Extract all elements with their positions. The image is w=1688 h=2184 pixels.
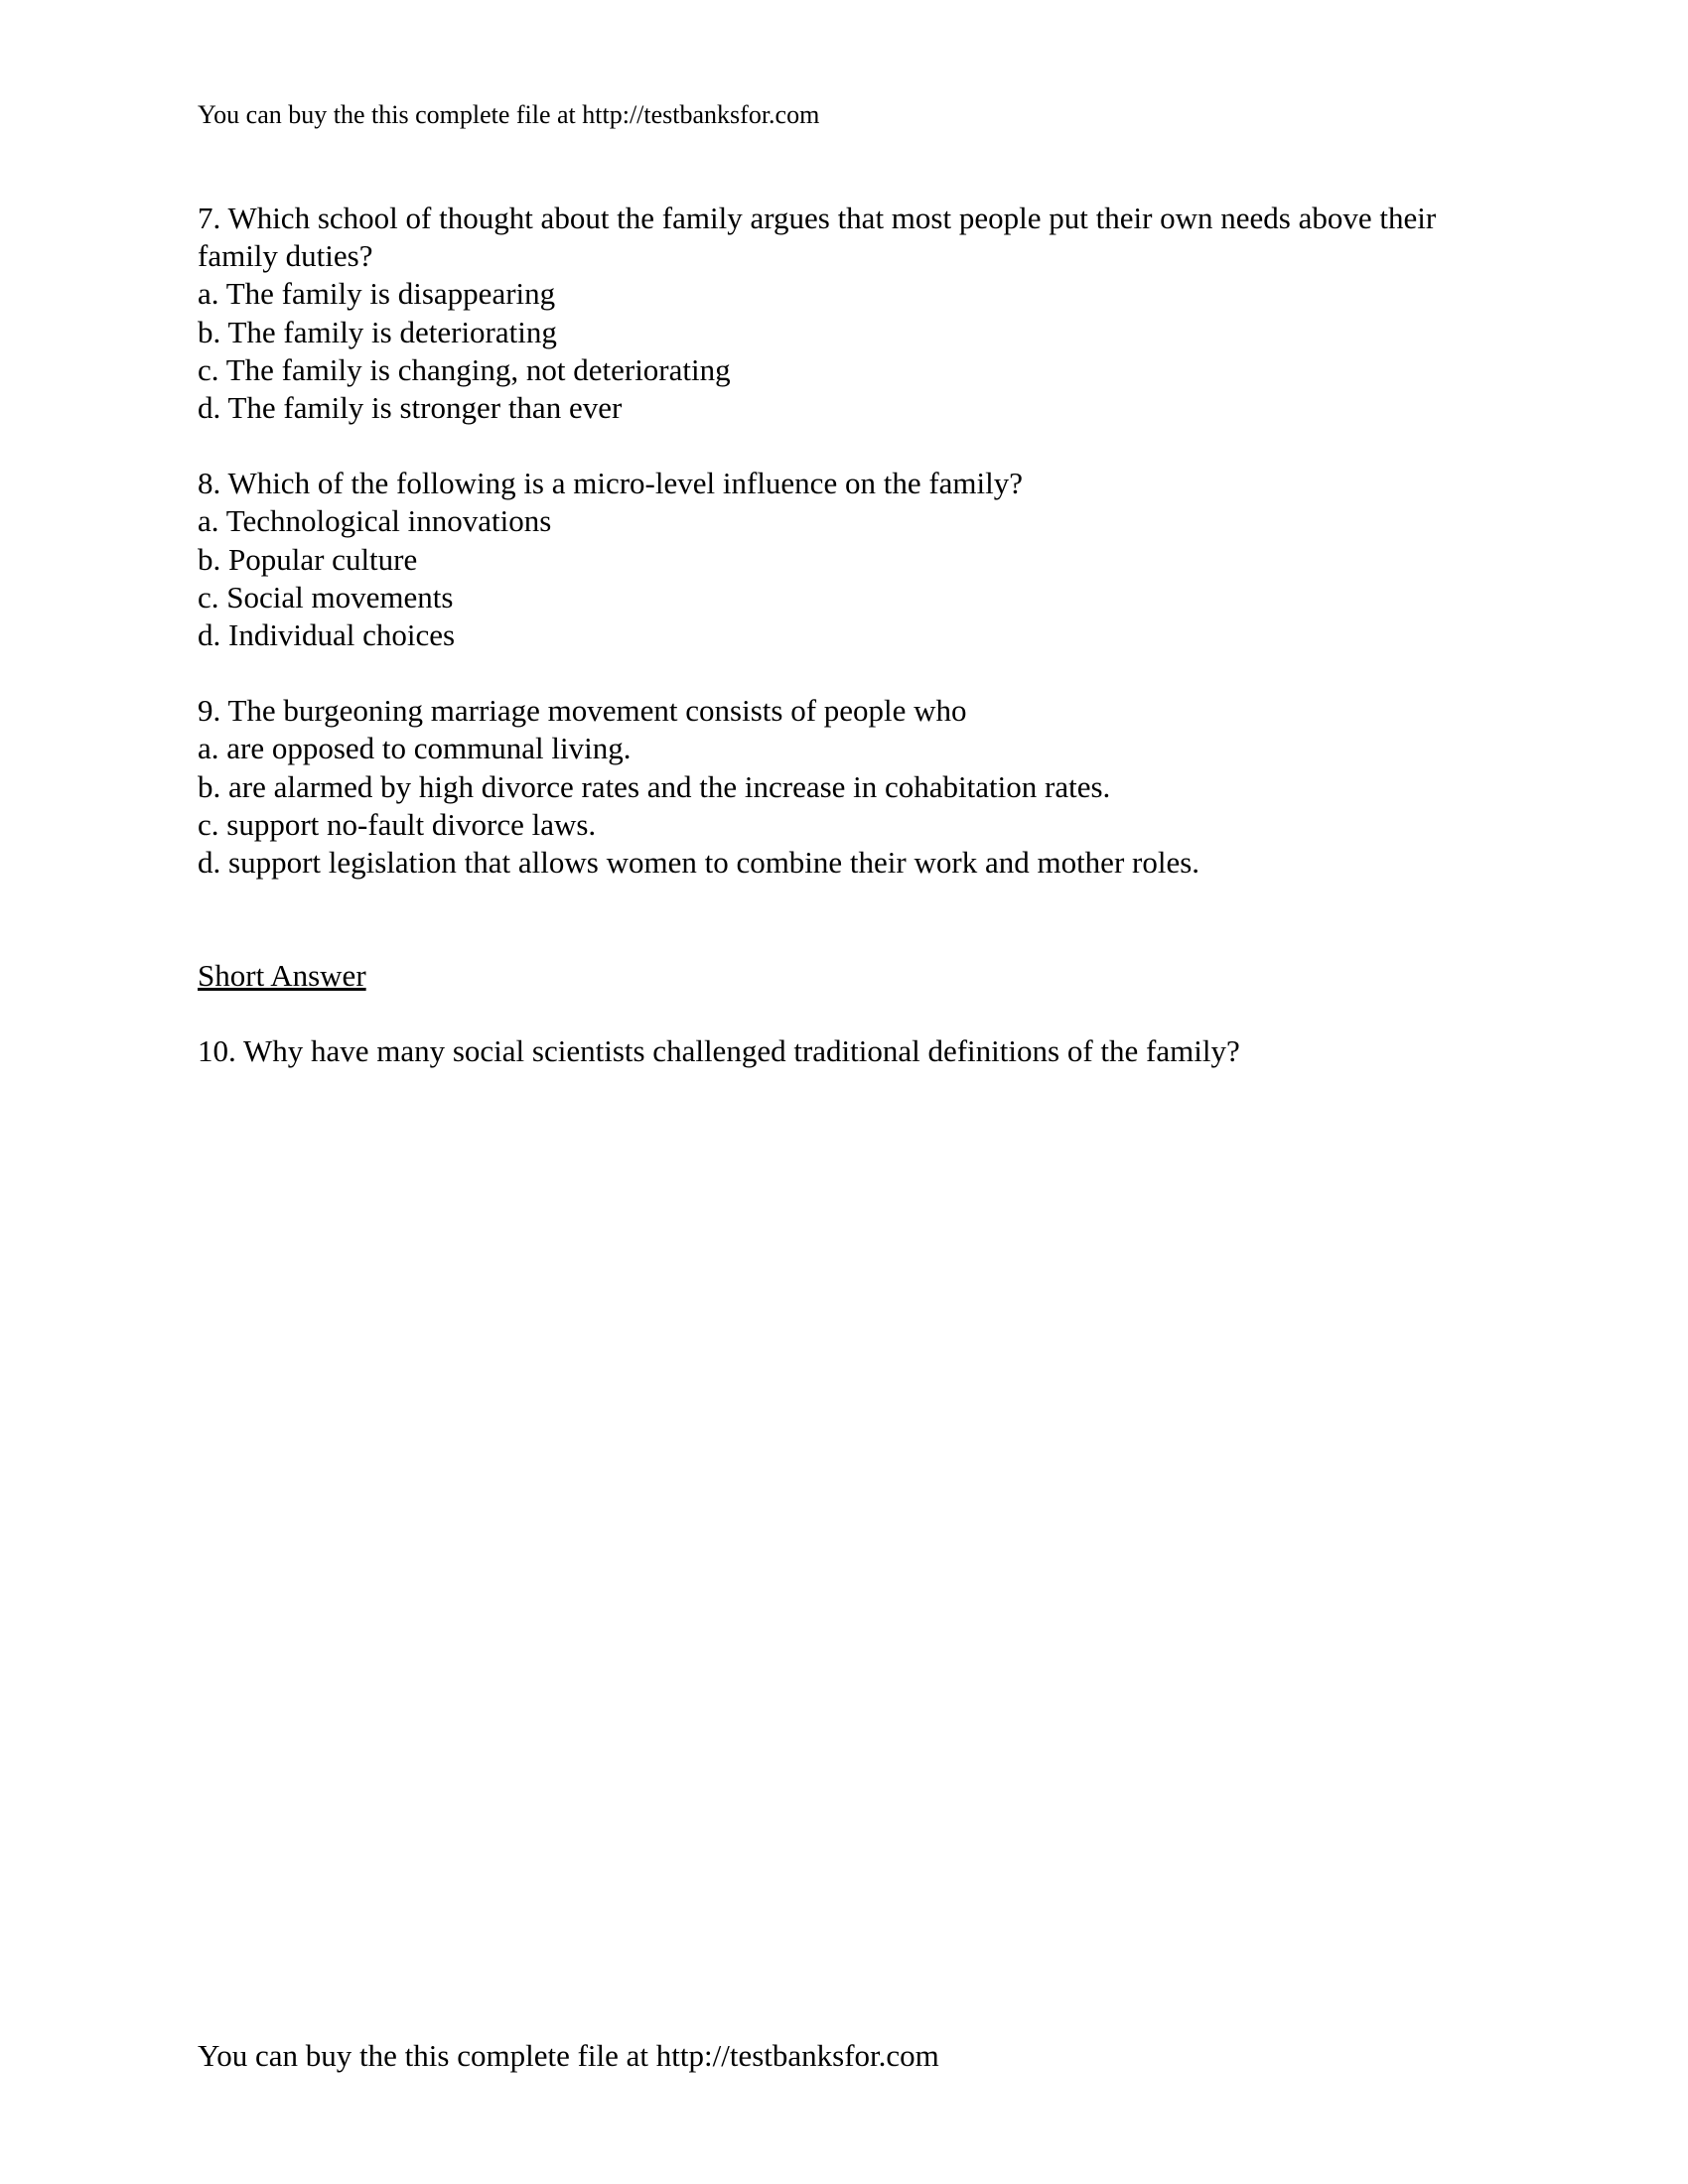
- option-c: c. The family is changing, not deteriorating: [198, 351, 731, 387]
- question-8: [198, 465, 1488, 654]
- option-c: c. Social movements: [198, 579, 454, 614]
- option-d: d. The family is stronger than ever: [198, 390, 623, 426]
- question-7: [198, 200, 1488, 427]
- option-b: b. The family is deteriorating: [198, 314, 557, 349]
- question-stem: 8. Which of the following is a micro-level influence on the family?: [198, 466, 1024, 501]
- option-d: d. support legislation that allows women to combine their work and mother roles.: [198, 845, 1200, 881]
- question-list: [198, 200, 1488, 1109]
- page-header-note: You can buy the this complete file at http://testbanksfor.com: [198, 100, 820, 129]
- question-9: [198, 692, 1488, 882]
- option-c: c. support no-fault divorce laws.: [198, 806, 597, 842]
- option-d: d. Individual choices: [198, 617, 456, 653]
- question-10: 10. Why have many social scientists challenged traditional definitions of the family?: [198, 1033, 1240, 1069]
- option-a: a. The family is disappearing: [198, 276, 556, 312]
- section-spacer: [198, 919, 1488, 957]
- short-answer-heading: Short Answer: [198, 958, 366, 994]
- question-stem: 7. Which school of thought about the family argues that most people put their own needs above their family duties?: [198, 201, 1437, 274]
- question-stem: 9. The burgeoning marriage movement consists of people who: [198, 693, 967, 729]
- option-a: a. are opposed to communal living.: [198, 731, 632, 766]
- option-a: a. Technological innovations: [198, 503, 552, 539]
- option-b: b. Popular culture: [198, 541, 418, 577]
- page-footer-note: You can buy the this complete file at http://testbanksfor.com: [198, 2038, 939, 2073]
- option-b: b. are alarmed by high divorce rates and the increase in cohabitation rates.: [198, 768, 1111, 804]
